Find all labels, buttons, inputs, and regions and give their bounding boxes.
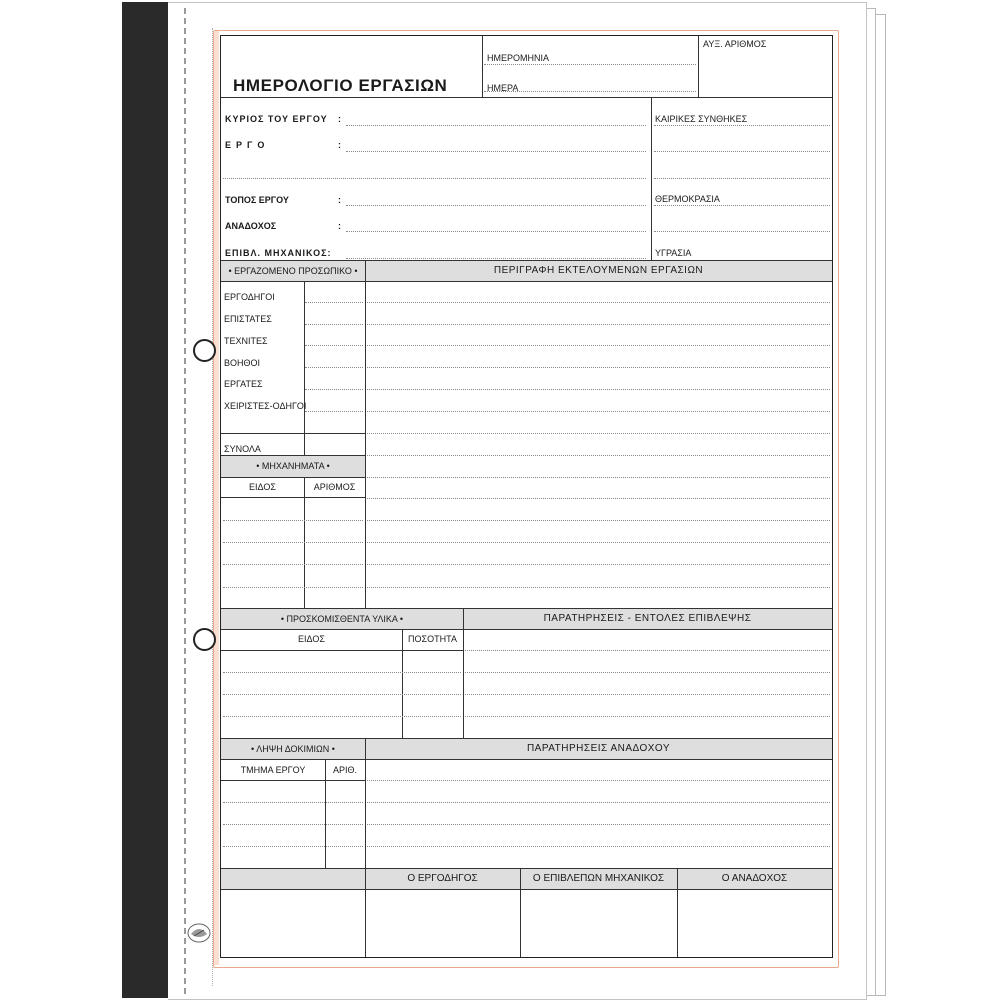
samples-number-column: ΑΡΙΘ. [332,765,357,775]
project-location-label: ΤΟΠΟΣ ΕΡΓΟΥ [225,195,289,205]
signature-supervising-engineer-label: Ο ΕΠΙΒΛΕΠΩΝ ΜΗΧΑΝΙΚΟΣ [532,873,665,884]
materials-quantity-column: ΠΟΣΟΤΗΤΑ [408,634,457,644]
role-assistants: ΒΟΗΘΟΙ [224,358,261,368]
materials-header: • ΠΡΟΣΚΟΜΙΣΘΕΝΤΑ ΥΛΙΚΑ • [280,614,404,624]
contractor-notes-header: ΠΑΡΑΤΗΡΗΣΕΙΣ ΑΝΑΔΟΧΟΥ [526,743,671,754]
totals-label: ΣΥΝΟΛΑ [224,444,261,454]
carbon-copy-strip [214,31,219,965]
serial-number-label: ΑΥΞ. ΑΡΙΘΜΟΣ [703,39,767,49]
punch-hole-top [193,339,216,362]
samples-section-column: ΤΜΗΜΑ ΕΡΓΟΥ [240,765,306,775]
day-label: ΗΜΕΡΑ [487,83,519,93]
signature-foreman-label: Ο ΕΡΓΟΔΗΓΟΣ [407,873,478,884]
book-binding [122,2,168,998]
publisher-logo-icon [186,920,212,944]
role-workers: ΕΡΓΑΤΕΣ [224,379,263,389]
machinery-header: • ΜΗΧΑΝΗΜΑΤΑ • [256,461,330,471]
form-title: ΗΜΕΡΟΛΟΓΙΟ ΕΡΓΑΣΙΩΝ [233,76,448,95]
role-supervisors: ΕΠΙΣΤΑΤΕΣ [224,314,272,324]
date-label: ΗΜΕΡΟΜΗΝΙΑ [487,53,550,63]
machinery-number-column: ΑΡΙΘΜΟΣ [313,482,356,492]
weather-conditions-label: ΚΑΙΡΙΚΕΣ ΣΥΝΘΗΚΕΣ [655,114,748,124]
personnel-header: • ΕΡΓΑΖΟΜΕΝΟ ΠΡΟΣΩΠΙΚΟ • [228,266,358,276]
works-description-header: ΠΕΡΙΓΡΑΦΗ ΕΚΤΕΛΟΥΜΕΝΩΝ ΕΡΓΑΣΙΩΝ [493,265,704,276]
work-colon: : [338,140,341,150]
samples-header: • ΛΗΨΗ ΔΟΚΙΜΙΩΝ • [251,744,335,754]
role-technicians: ΤΕΧΝΙΤΕΣ [224,336,268,346]
role-foremen: ΕΡΓΟΔΗΓΟΙ [224,292,275,302]
contractor-label: ΑΝΑΔΟΧΟΣ [225,221,277,231]
humidity-label: ΥΓΡΑΣΙΑ [655,248,692,258]
materials-type-column: ΕΙΔΟΣ [298,634,325,644]
supervision-notes-header: ΠΑΡΑΤΗΡΗΣΕΙΣ - ΕΝΤΟΛΕΣ ΕΠΙΒΛΕΨΗΣ [543,613,752,624]
machinery-type-column: ΕΙΔΟΣ [249,482,276,492]
work-log-form [220,35,833,958]
contractor-colon: : [338,221,341,231]
signature-contractor-label: Ο ΑΝΑΔΟΧΟΣ [721,873,788,884]
temperature-label: ΘΕΡΜΟΚΡΑΣΙΑ [655,194,720,204]
punch-hole-bottom [193,628,216,651]
perforation-line [184,8,186,994]
role-operators-drivers: ΧΕΙΡΙΣΤΕΣ-ΟΔΗΓΟΙ [224,401,307,411]
project-owner-colon: : [338,114,341,124]
project-owner-label: ΚΥΡΙΟΣ ΤΟΥ ΕΡΓΟΥ [225,114,328,124]
work-label: ΕΡΓΟ [225,140,270,150]
supervising-engineer-label: ΕΠΙΒΛ. ΜΗΧΑΝΙΚΟΣ: [225,248,332,258]
project-location-colon: : [338,195,341,205]
